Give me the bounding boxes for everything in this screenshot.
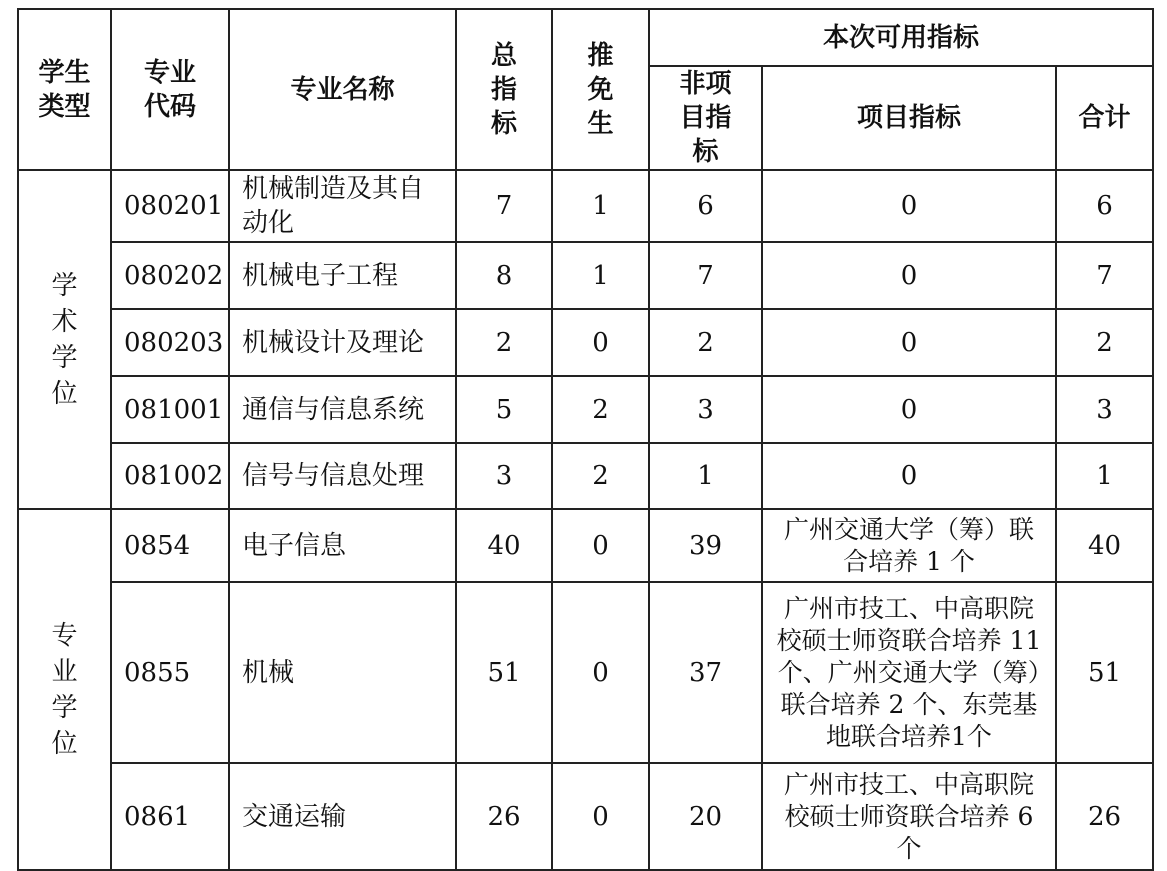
major-name-cell: 电子信息 bbox=[229, 509, 456, 582]
major-name-cell: 交通运输 bbox=[229, 763, 456, 870]
header-sum: 合计 bbox=[1056, 66, 1153, 170]
exempt-cell: 1 bbox=[552, 242, 649, 309]
sum-cell: 40 bbox=[1056, 509, 1153, 582]
total-cell: 7 bbox=[456, 170, 552, 242]
header-major-name: 专业名称 bbox=[229, 9, 456, 170]
table-row bbox=[18, 509, 1153, 582]
sum-cell: 51 bbox=[1056, 582, 1153, 763]
total-cell: 51 bbox=[456, 582, 552, 763]
sum-cell: 7 bbox=[1056, 242, 1153, 309]
total-cell: 3 bbox=[456, 443, 552, 509]
student-type-cell: 专业学位 bbox=[18, 509, 111, 870]
major-code-cell: 0861 bbox=[111, 763, 229, 870]
non-project-cell: 2 bbox=[649, 309, 762, 376]
student-type-cell: 学术学位 bbox=[18, 170, 111, 509]
sum-cell: 2 bbox=[1056, 309, 1153, 376]
non-project-cell: 39 bbox=[649, 509, 762, 582]
total-cell: 26 bbox=[456, 763, 552, 870]
sum-cell: 6 bbox=[1056, 170, 1153, 242]
table-row bbox=[18, 376, 1153, 443]
table-row bbox=[18, 763, 1153, 870]
major-code-cell: 081002 bbox=[111, 443, 229, 509]
total-cell: 8 bbox=[456, 242, 552, 309]
exempt-cell: 2 bbox=[552, 443, 649, 509]
major-code-cell: 080201 bbox=[111, 170, 229, 242]
major-code-cell: 0854 bbox=[111, 509, 229, 582]
exempt-cell: 1 bbox=[552, 170, 649, 242]
sum-cell: 1 bbox=[1056, 443, 1153, 509]
non-project-cell: 20 bbox=[649, 763, 762, 870]
exempt-cell: 0 bbox=[552, 509, 649, 582]
sum-cell: 26 bbox=[1056, 763, 1153, 870]
major-name-cell: 信号与信息处理 bbox=[229, 443, 456, 509]
table-row bbox=[18, 309, 1153, 376]
header-total-quota: 总指标 bbox=[456, 9, 552, 170]
major-code-cell: 080203 bbox=[111, 309, 229, 376]
non-project-cell: 7 bbox=[649, 242, 762, 309]
non-project-cell: 37 bbox=[649, 582, 762, 763]
major-name-cell: 机械 bbox=[229, 582, 456, 763]
exempt-cell: 0 bbox=[552, 582, 649, 763]
total-cell: 40 bbox=[456, 509, 552, 582]
table-row bbox=[18, 582, 1153, 763]
project-cell: 广州市技工、中高职院校硕士师资联合培养 11 个、广州交通大学（筹）联合培养 2 个、东莞基地联合培养1个 bbox=[762, 582, 1056, 763]
exempt-cell: 2 bbox=[552, 376, 649, 443]
header-exempt: 推免生 bbox=[552, 9, 649, 170]
header-project: 项目指标 bbox=[762, 66, 1056, 170]
total-cell: 5 bbox=[456, 376, 552, 443]
header-non-project: 非项目指标 bbox=[649, 66, 762, 170]
quota-table bbox=[17, 8, 1154, 871]
exempt-cell: 0 bbox=[552, 309, 649, 376]
major-name-cell: 机械制造及其自动化 bbox=[229, 170, 456, 242]
table-row bbox=[18, 242, 1153, 309]
non-project-cell: 3 bbox=[649, 376, 762, 443]
project-cell: 0 bbox=[762, 170, 1056, 242]
non-project-cell: 1 bbox=[649, 443, 762, 509]
header-major-code: 专业代码 bbox=[111, 9, 229, 170]
project-cell: 0 bbox=[762, 376, 1056, 443]
major-code-cell: 081001 bbox=[111, 376, 229, 443]
table-row bbox=[18, 170, 1153, 242]
total-cell: 2 bbox=[456, 309, 552, 376]
project-cell: 广州市技工、中高职院校硕士师资联合培养 6 个 bbox=[762, 763, 1056, 870]
project-cell: 0 bbox=[762, 242, 1056, 309]
header-available-quota: 本次可用指标 bbox=[649, 9, 1153, 66]
major-name-cell: 机械设计及理论 bbox=[229, 309, 456, 376]
exempt-cell: 0 bbox=[552, 763, 649, 870]
non-project-cell: 6 bbox=[649, 170, 762, 242]
major-code-cell: 0855 bbox=[111, 582, 229, 763]
major-code-cell: 080202 bbox=[111, 242, 229, 309]
header-student-type: 学生类型 bbox=[18, 9, 111, 170]
sum-cell: 3 bbox=[1056, 376, 1153, 443]
project-cell: 0 bbox=[762, 443, 1056, 509]
project-cell: 广州交通大学（筹）联合培养 1 个 bbox=[762, 509, 1056, 582]
project-cell: 0 bbox=[762, 309, 1056, 376]
major-name-cell: 通信与信息系统 bbox=[229, 376, 456, 443]
major-name-cell: 机械电子工程 bbox=[229, 242, 456, 309]
table-row bbox=[18, 443, 1153, 509]
